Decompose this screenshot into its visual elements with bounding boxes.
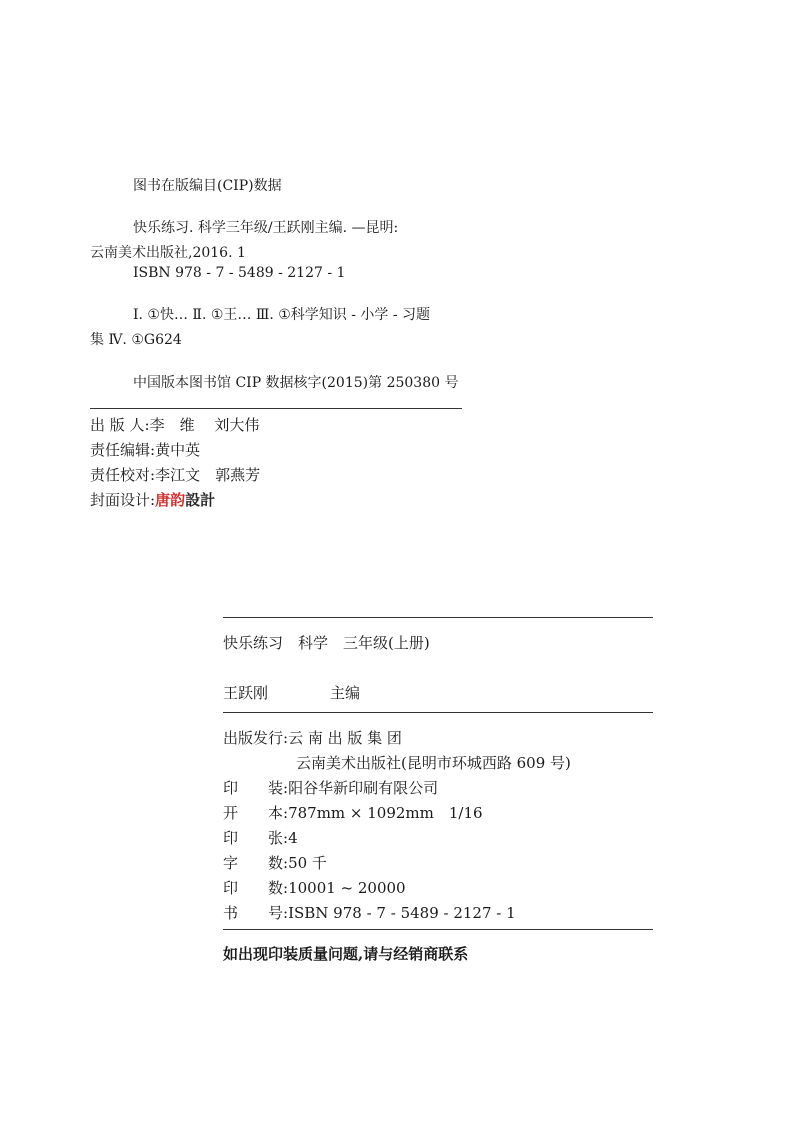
spec-label: 出版发行:	[223, 729, 289, 747]
credit-proofreader	[90, 464, 260, 486]
spec-label: 书 号:	[223, 904, 289, 922]
credit-editor	[90, 439, 200, 461]
cip-line-1: 快乐练习. 科学三年级/王跃刚主编. —昆明:	[133, 220, 399, 236]
spec-value: 787mm × 1092mm 1/16	[288, 804, 483, 822]
spec-distributor	[223, 727, 402, 749]
book-top-rule	[223, 617, 653, 618]
spec-sheets	[223, 827, 298, 849]
spec-print-run	[223, 877, 406, 899]
design-studio-logo: 唐韵	[155, 491, 186, 509]
spec-book-number	[223, 902, 516, 924]
spec-label: 开 本:	[223, 804, 289, 822]
spec-value: 10001 ~ 20000	[288, 879, 406, 897]
cip-divider	[90, 408, 462, 409]
spec-printer	[223, 777, 438, 799]
credit-cover-design	[90, 489, 215, 511]
credit-proofreader-label: 责任校对:	[90, 466, 156, 484]
spec-label: 字 数:	[223, 854, 289, 872]
credit-editor-label: 责任编辑:	[90, 441, 156, 459]
book-mid-rule	[223, 712, 653, 713]
credit-editor-value: 黄中英	[155, 441, 201, 459]
book-editor-name: 王跃刚	[223, 684, 269, 702]
spec-label: 印 数:	[223, 879, 289, 897]
book-bottom-rule	[223, 929, 653, 930]
spec-value: 云南美术出版社(昆明市环城西路 609 号)	[296, 754, 571, 772]
spec-value: 阳谷华新印刷有限公司	[288, 779, 439, 797]
spec-label: 印 张:	[223, 829, 289, 847]
spec-value: 4	[288, 829, 298, 847]
cip-class-line-2: 集 Ⅳ. ①G624	[90, 332, 182, 348]
quality-notice: 如出现印装质量问题,请与经销商联系	[223, 945, 469, 963]
credit-proofreader-value: 李江文 郭燕芳	[155, 466, 261, 484]
cip-line-2: 云南美术出版社,2016. 1	[90, 245, 246, 261]
cip-class-line-1: Ⅰ. ①快… Ⅱ. ①王… Ⅲ. ①科学知识 - 小学 - 习题	[133, 307, 431, 323]
spec-label: 印 装:	[223, 779, 289, 797]
spec-value: 云 南 出 版 集 团	[288, 729, 402, 747]
cip-isbn: ISBN 978 - 7 - 5489 - 2127 - 1	[133, 265, 346, 281]
credit-publisher-label: 出 版 人:	[90, 416, 150, 434]
cip-record-number: 中国版本图书馆 CIP 数据核字(2015)第 250380 号	[133, 375, 459, 391]
credit-cover-design-label: 封面设计:	[90, 491, 156, 509]
book-editor-role: 主编	[330, 684, 361, 702]
spec-format	[223, 802, 483, 824]
spec-word-count	[223, 852, 327, 874]
credit-publisher-value: 李 维 刘大伟	[149, 416, 260, 434]
cip-heading: 图书在版编目(CIP)数据	[133, 178, 282, 194]
credit-publisher	[90, 414, 259, 436]
spec-publisher	[296, 752, 571, 774]
spec-value: ISBN 978 - 7 - 5489 - 2127 - 1	[288, 904, 516, 922]
spec-value: 50 千	[288, 854, 327, 872]
book-title: 快乐练习 科学 三年级(上册)	[223, 634, 430, 652]
design-studio-logo-suffix: 設計	[185, 491, 216, 509]
